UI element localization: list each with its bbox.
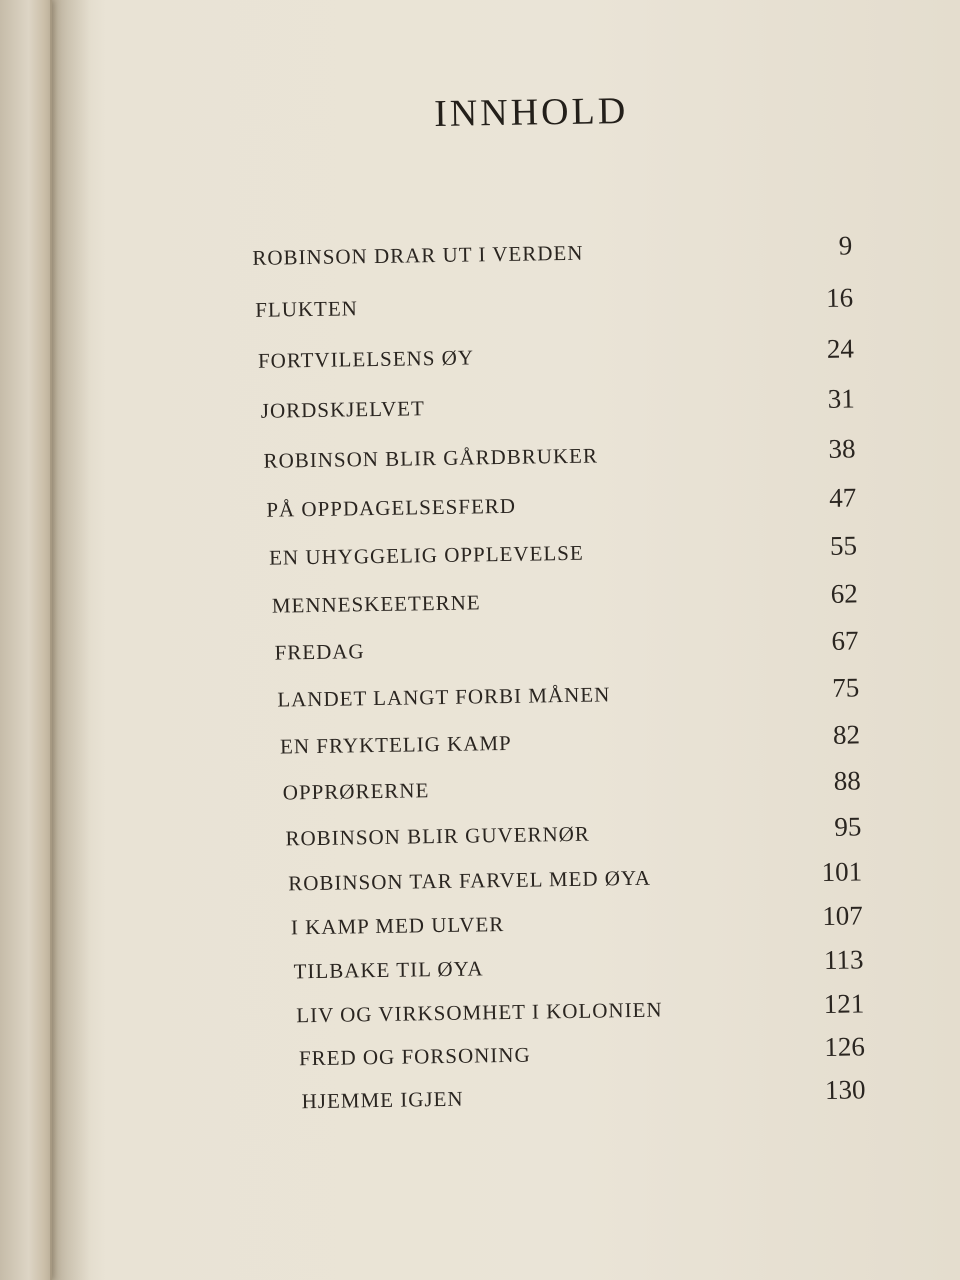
page-title: INNHOLD (433, 89, 629, 136)
page-number: 113 (823, 944, 864, 975)
page-number: 24 (826, 333, 855, 364)
page-number: 67 (831, 625, 859, 656)
chapter-title: LIV OG VIRKSOMHET I KOLONIEN (296, 997, 663, 1028)
page-number: 88 (833, 765, 861, 796)
chapter-title: EN UHYGGELIG OPPLEVELSE (268, 540, 584, 570)
chapter-title: ROBINSON DRAR UT I VERDEN (252, 240, 584, 270)
contents-page (52, 0, 960, 1280)
toc-entry (265, 1062, 866, 1114)
page-number: 101 (821, 856, 863, 888)
page-number: 107 (822, 900, 864, 932)
chapter-title: HJEMME IGJEN (301, 1086, 464, 1114)
left-page-edge (0, 0, 52, 1280)
page-number: 31 (827, 383, 855, 414)
chapter-title: ROBINSON TAR FARVEL MED ØYA (288, 865, 652, 896)
page-number: 9 (838, 230, 853, 261)
page-number: 121 (823, 988, 865, 1020)
chapter-title: ROBINSON BLIR GÅRDBRUKER (263, 443, 599, 473)
page-number: 16 (825, 282, 854, 313)
page-number: 38 (828, 433, 856, 464)
chapter-title: PÅ OPPDAGELSESFERD (266, 493, 517, 522)
page-number: 130 (824, 1074, 866, 1105)
toc-entry (252, 205, 853, 270)
chapter-title: FRED OG FORSONING (298, 1042, 531, 1071)
toc-entry (253, 313, 854, 373)
chapter-title: MENNESKEETERNE (271, 590, 481, 618)
page-number: 75 (831, 672, 860, 703)
toc-entry (253, 261, 854, 322)
chapter-title: FORTVILELSENS ØY (257, 345, 475, 373)
chapter-title: I KAMP MED ULVER (290, 912, 505, 940)
page-number: 82 (832, 719, 861, 750)
chapter-title: JORDSKJELVET (260, 396, 426, 423)
chapter-title: OPPRØRERNE (282, 778, 430, 805)
chapter-title: FREDAG (274, 639, 365, 665)
chapter-title: EN FRYKTELIG KAMP (279, 730, 512, 759)
page-number: 62 (830, 578, 858, 609)
chapter-title: LANDET LANGT FORBI MÅNEN (277, 682, 611, 712)
table-of-contents (252, 205, 866, 1114)
page-number: 126 (824, 1031, 866, 1062)
chapter-title: TILBAKE TIL ØYA (293, 956, 484, 984)
page-number: 95 (834, 811, 862, 842)
chapter-title: FLUKTEN (255, 296, 359, 322)
page-number: 55 (829, 530, 858, 561)
page-number: 47 (828, 482, 857, 513)
chapter-title: ROBINSON BLIR GUVERNØR (285, 821, 591, 851)
